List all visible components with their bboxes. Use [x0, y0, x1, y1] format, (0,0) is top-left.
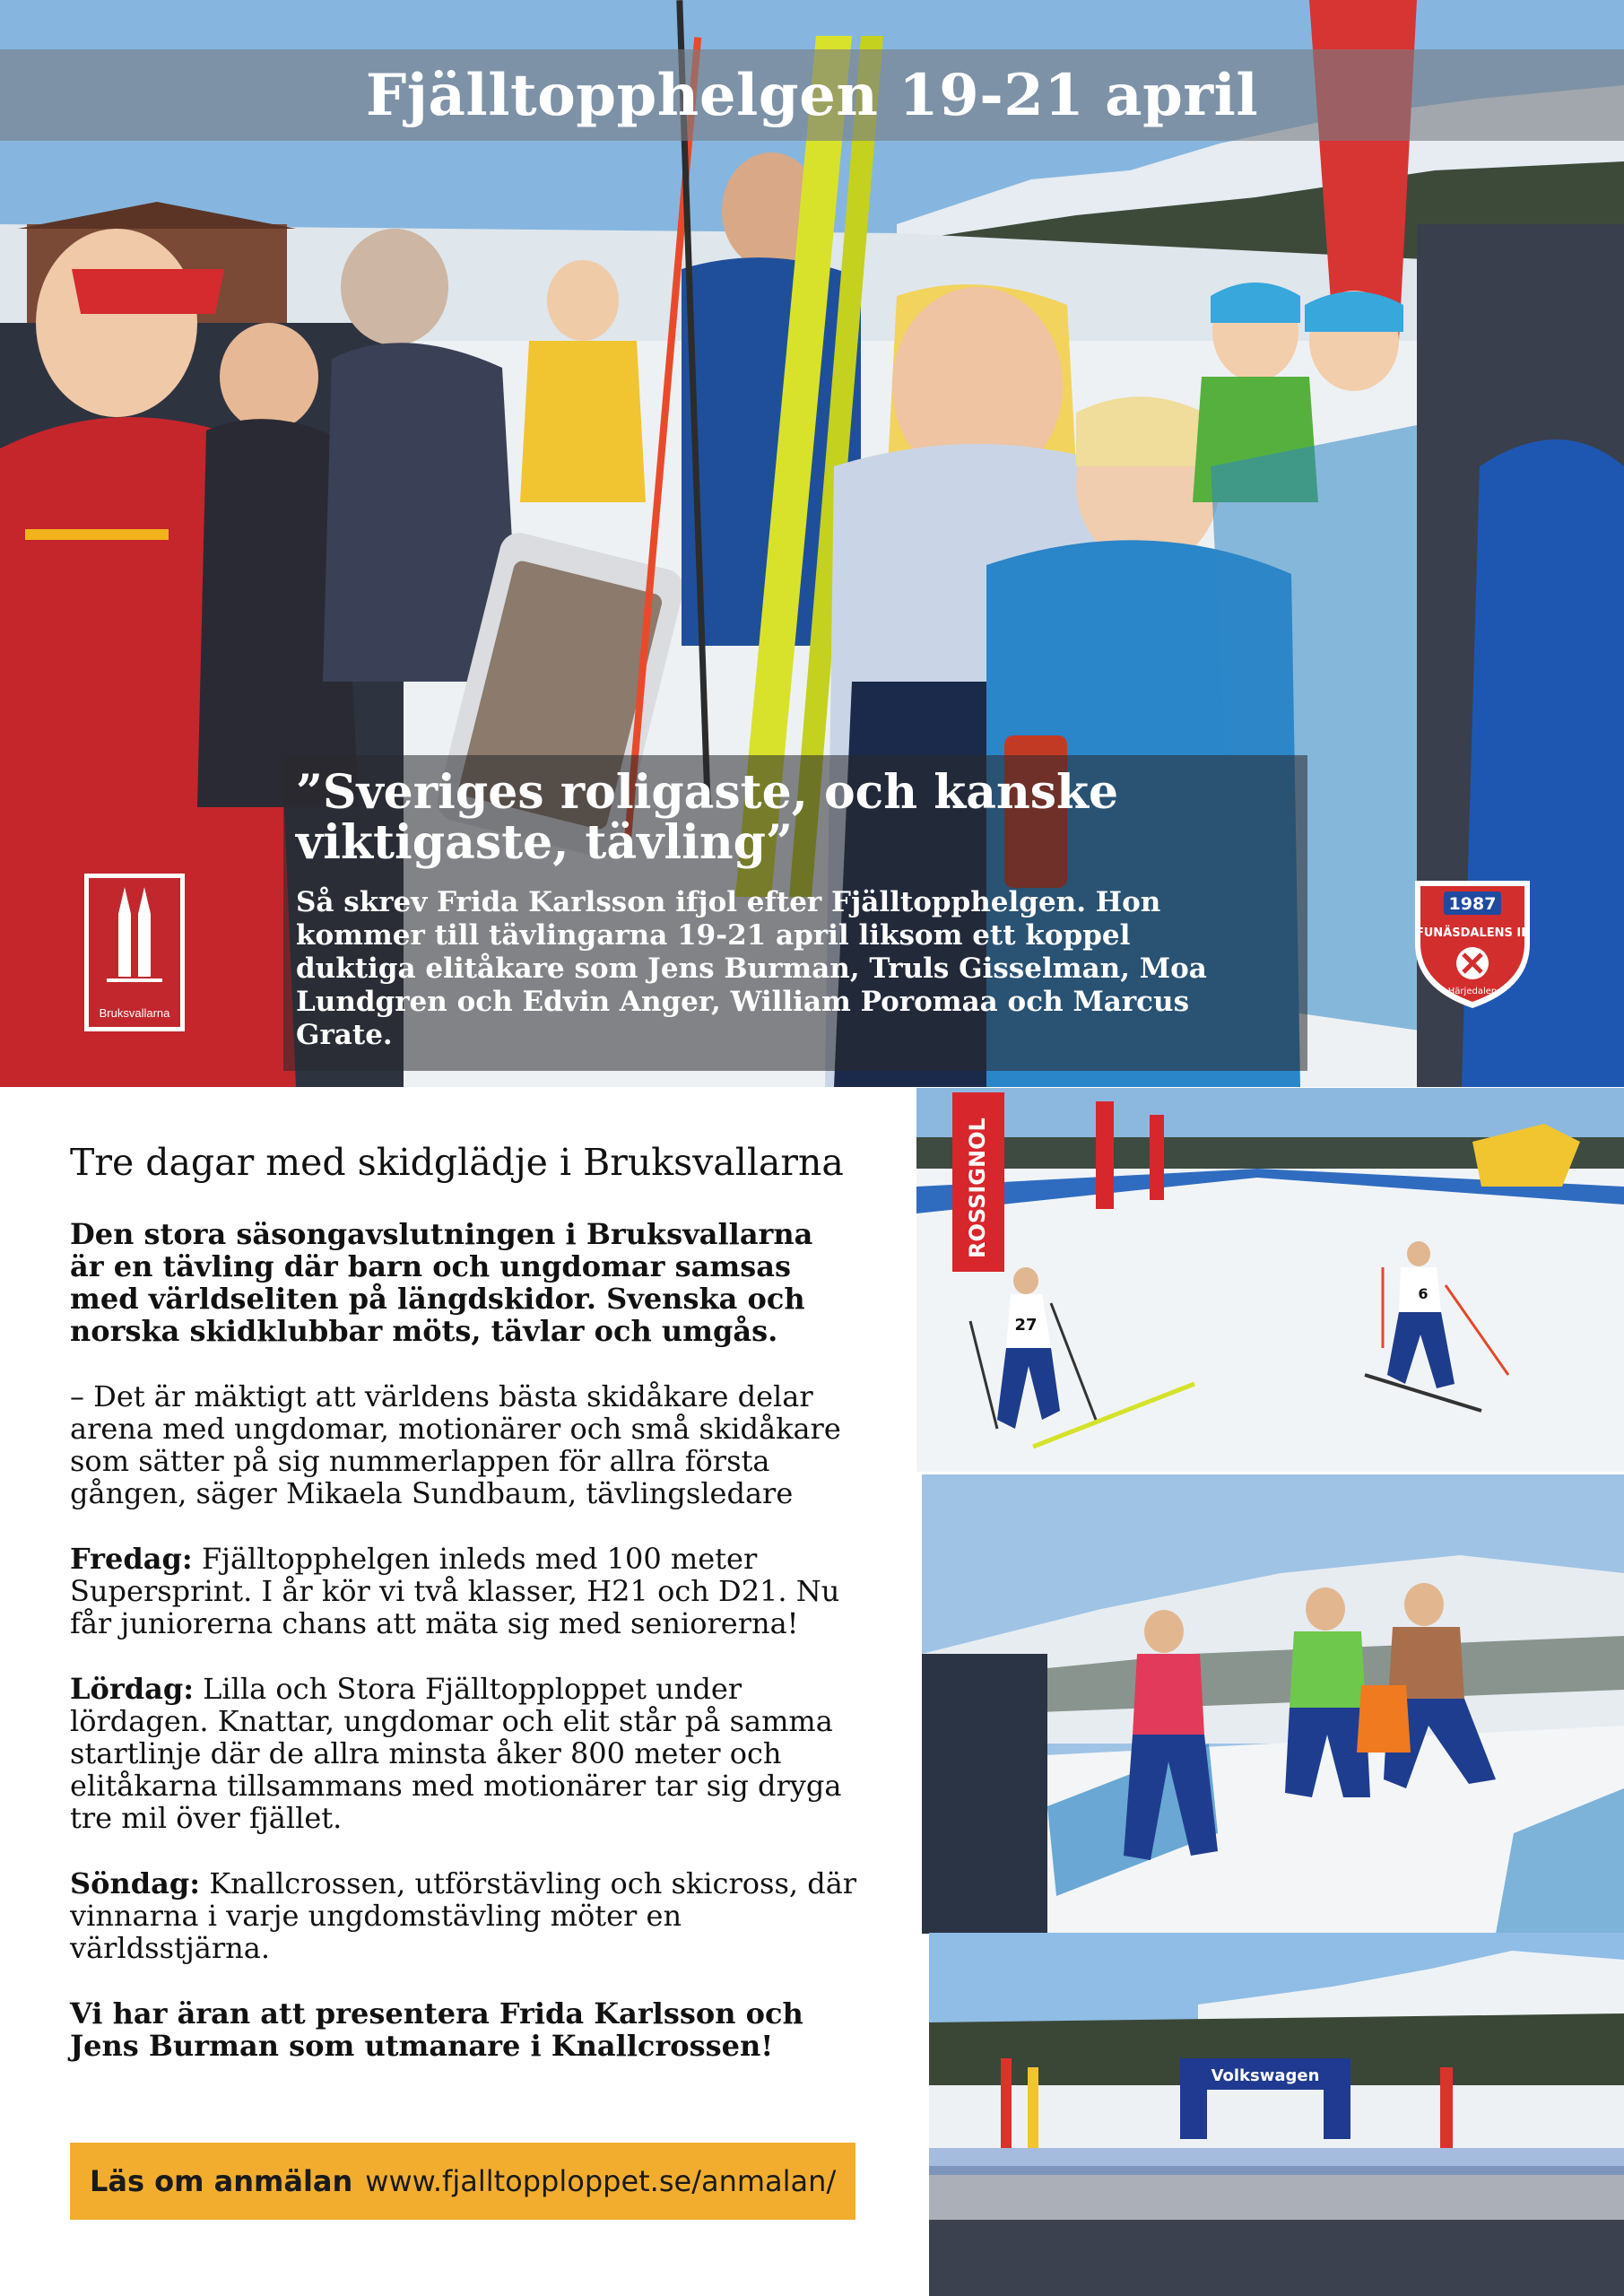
article: [70, 1141, 877, 2062]
saturday-line: lördagen. Knattar, ungdomar och elit står på samma: [70, 1704, 833, 1738]
friday-paragraph: [70, 1543, 877, 1639]
article-heading: Tre dagar med skidglädje i Bruksvallarna: [70, 1141, 844, 1184]
article-lead-line: med världseliten på längdskidor. Svenska och: [70, 1282, 805, 1316]
hero-quote-title: [296, 765, 1293, 870]
volkswagen-arch-text: Volkswagen: [1211, 2066, 1320, 2085]
sprint-finish-illustration: [916, 1088, 1624, 1472]
friday-line: får juniorerna chans att mäta sig med seniorerna!: [70, 1606, 799, 1640]
mountain-race-illustration: [922, 1474, 1624, 1934]
article-closing-line: Jens Burman som utmanare i Knallcrossen!: [70, 2029, 774, 2063]
hero-quote-box: [283, 755, 1307, 1071]
bruksvallarna-logo-text: Bruksvallarna: [99, 1006, 170, 1020]
sunday-paragraph: [70, 1867, 877, 1964]
funasdalens-if-region: Härjedalen: [1447, 987, 1498, 996]
funasdalens-if-logo: [1406, 872, 1539, 1013]
hero-quote-line: Grate.: [296, 1019, 393, 1051]
article-quote-line: som sätter på sig nummerlappen för allra första: [70, 1444, 770, 1478]
friday-line: Supersprint. I år kör vi två klasser, H21 och D21. Nu: [70, 1574, 840, 1608]
sunday-line: vinnarna i varje ungdomstävling möter en: [70, 1899, 682, 1933]
hero-quote-title-line: ”Sveriges roligaste, och kanske: [296, 765, 1119, 820]
hero-quote-text: [296, 886, 1293, 1052]
saturday-line: startlinje där de allra minsta åker 800 meter och: [70, 1736, 782, 1770]
article-lead-line: norska skidklubbar möts, tävlar och umgås.: [70, 1314, 778, 1348]
article-lead-line: Den stora säsongavslutningen i Bruksvallarna: [70, 1217, 813, 1251]
hero-quote-line: Lundgren och Edvin Anger, William Poromaa och Marcus: [296, 986, 1190, 1018]
hero-quote-line: duktiga elitåkare som Jens Burman, Truls Gisselman, Moa: [296, 952, 1207, 985]
article-lead-line: är en tävling där barn och ungdomar samsas: [70, 1249, 792, 1283]
photo-sprint-finish: [916, 1088, 1624, 1472]
mass-start-illustration: [929, 1933, 1624, 2296]
hero-quote-line: Så skrev Frida Karlsson ifjol efter Fjälltopphelgen. Hon: [296, 886, 1161, 918]
friday-label: Fredag:: [70, 1542, 193, 1576]
rossignol-banner: ROSSIGNOL: [965, 1118, 990, 1258]
saturday-paragraph: [70, 1673, 877, 1834]
sunday-line: Knallcrossen, utförstävling och skicross, där: [200, 1866, 857, 1900]
friday-line: Fjälltopphelgen inleds med 100 meter: [192, 1542, 758, 1576]
registration-banner[interactable]: [70, 2143, 855, 2220]
bib-right: 6: [1418, 1285, 1429, 1302]
registration-link[interactable]: www.fjalltopploppet.se/anmalan/: [365, 2164, 837, 2198]
page-title: Fjälltopphelgen 19-21 april: [365, 61, 1259, 129]
article-quote-line: – Det är mäktigt att världens bästa skidåkare delar: [70, 1379, 813, 1413]
saturday-label: Lördag:: [70, 1672, 194, 1706]
article-closing: [70, 1997, 877, 2062]
bib-left: 27: [1014, 1316, 1038, 1335]
sunday-label: Söndag:: [70, 1866, 201, 1900]
article-lead: [70, 1218, 877, 1347]
photo-mountain-race: [922, 1474, 1624, 1934]
sunday-line: världsstjärna.: [70, 1931, 271, 1965]
funasdalens-if-year: 1987: [1448, 894, 1497, 914]
registration-label: Läs om anmälan: [90, 2164, 353, 2198]
bruksvallarna-logo: [84, 874, 185, 1031]
article-quote-paragraph: [70, 1380, 877, 1509]
saturday-line: Lilla och Stora Fjälltopploppet under: [194, 1672, 743, 1706]
photo-mass-start: [929, 1933, 1624, 2296]
article-quote-line: gången, säger Mikaela Sundbaum, tävlingsledare: [70, 1476, 794, 1510]
article-closing-line: Vi har äran att presentera Frida Karlsson och: [70, 1996, 803, 2031]
saturday-line: elitåkarna tillsammans med motionärer tar sig dryga: [70, 1769, 842, 1803]
hero-quote-line: kommer till tävlingarna 19-21 april liksom ett koppel: [296, 919, 1131, 952]
title-band: [0, 49, 1624, 141]
hero-quote-title-line: viktigaste, tävling”: [296, 815, 793, 870]
article-quote-line: arena med ungdomar, motionärer och små skidåkare: [70, 1412, 841, 1446]
hero-photo: [0, 0, 1624, 1087]
twin-peaks-icon: [89, 878, 180, 995]
funasdalens-if-name: FUNÄSDALENS IF: [1415, 926, 1530, 940]
saturday-line: tre mil över fjället.: [70, 1801, 343, 1835]
